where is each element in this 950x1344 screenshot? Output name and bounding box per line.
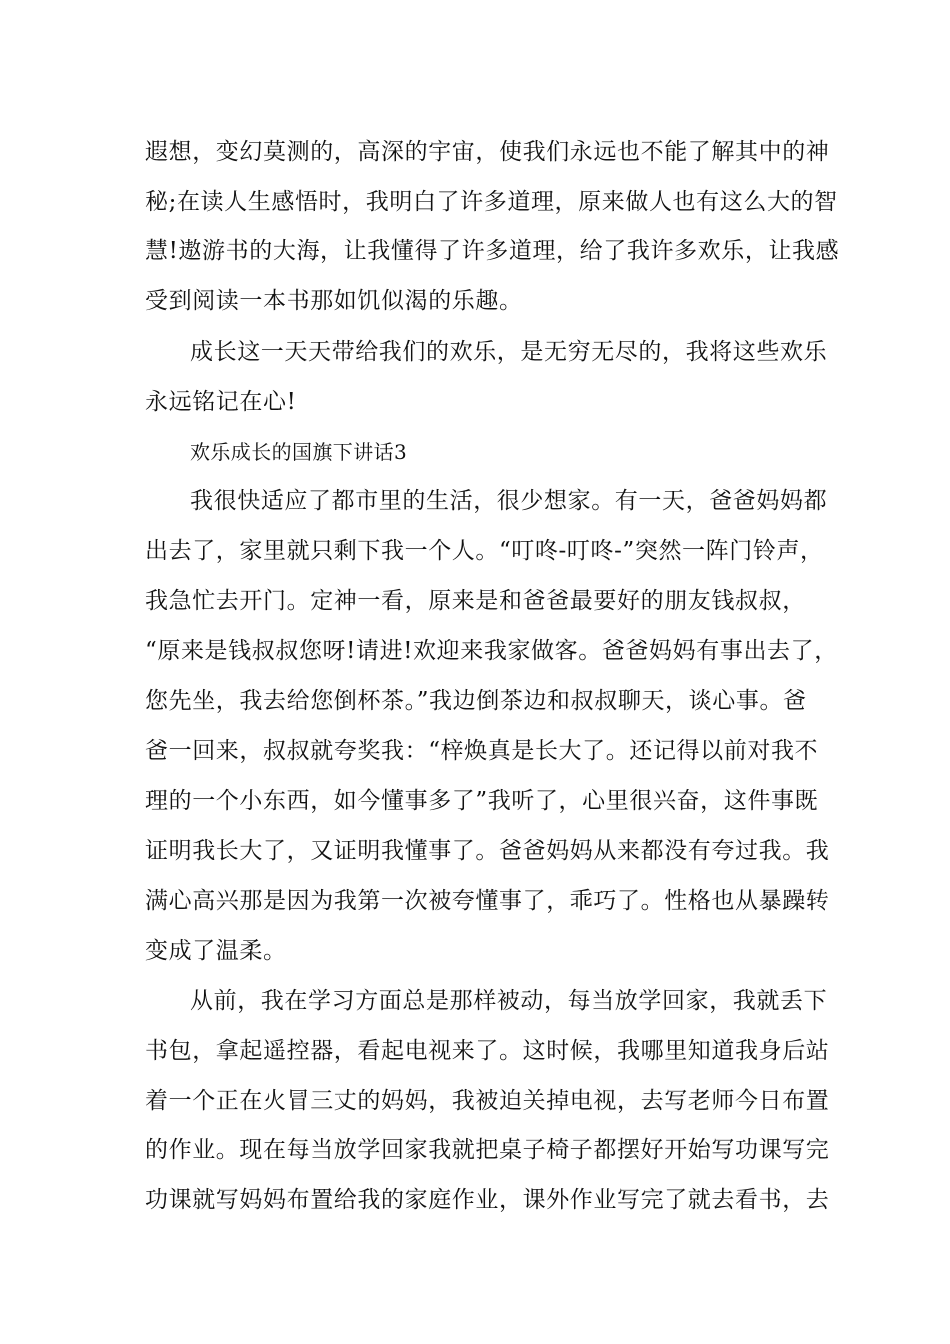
text-line: 永远铭记在心! xyxy=(145,389,297,415)
paragraph-first-line: 我很快适应了都市里的生活，很少想家。有一天，爸爸妈妈都 xyxy=(190,488,828,514)
text-line: 受到阅读一本书那如饥似渴的乐趣。 xyxy=(145,288,523,314)
paragraph-first-line: 成长这一天天带给我们的欢乐，是无穷无尽的，我将这些欢乐 xyxy=(190,339,828,365)
text-line: 功课就写妈妈布置给我的家庭作业，课外作业写完了就去看书，去 xyxy=(145,1187,830,1213)
section-heading: 欢乐成长的国旗下讲话3 xyxy=(190,440,408,464)
text-line: 证明我长大了，又证明我懂事了。爸爸妈妈从来都没有夸过我。我 xyxy=(145,838,830,864)
text-line: 您先坐，我去给您倒杯茶。”我边倒茶边和叔叔聊天，谈心事。爸 xyxy=(145,688,807,714)
text-line: 出去了，家里就只剩下我一个人。“叮咚-叮咚-”突然一阵门铃声， xyxy=(145,538,824,564)
text-line: 我急忙去开门。定神一看，原来是和爸爸最要好的朋友钱叔叔， xyxy=(145,588,806,614)
text-line: 秘;在读人生感悟时，我明白了许多道理，原来做人也有这么大的智 xyxy=(145,189,838,215)
text-line: 书包，拿起遥控器，看起电视来了。这时候，我哪里知道我身后站 xyxy=(145,1038,830,1064)
paragraph-first-line: 从前，我在学习方面总是那样被动，每当放学回家，我就丢下 xyxy=(190,988,828,1014)
text-line: 着一个正在火冒三丈的妈妈，我被迫关掉电视，去写老师今日布置 xyxy=(145,1088,830,1114)
text-line: “原来是钱叔叔您呀!请进!欢迎来我家做客。爸爸妈妈有事出去了， xyxy=(145,638,838,664)
text-line: 变成了温柔。 xyxy=(145,938,287,964)
text-line: 的作业。现在每当放学回家我就把桌子椅子都摆好开始写功课写完 xyxy=(145,1137,830,1163)
text-line: 慧!遨游书的大海，让我懂得了许多道理，给了我许多欢乐，让我感 xyxy=(145,238,840,264)
text-line: 爸一回来，叔叔就夸奖我：“梓焕真是长大了。还记得以前对我不 xyxy=(145,738,819,764)
text-line: 理的一个小东西，如今懂事多了”我听了，心里很兴奋，这件事既 xyxy=(145,788,819,814)
text-line: 遐想，变幻莫测的，高深的宇宙，使我们永远也不能了解其中的神 xyxy=(145,139,830,165)
text-line: 满心高兴那是因为我第一次被夸懂事了，乖巧了。性格也从暴躁转 xyxy=(145,888,830,914)
